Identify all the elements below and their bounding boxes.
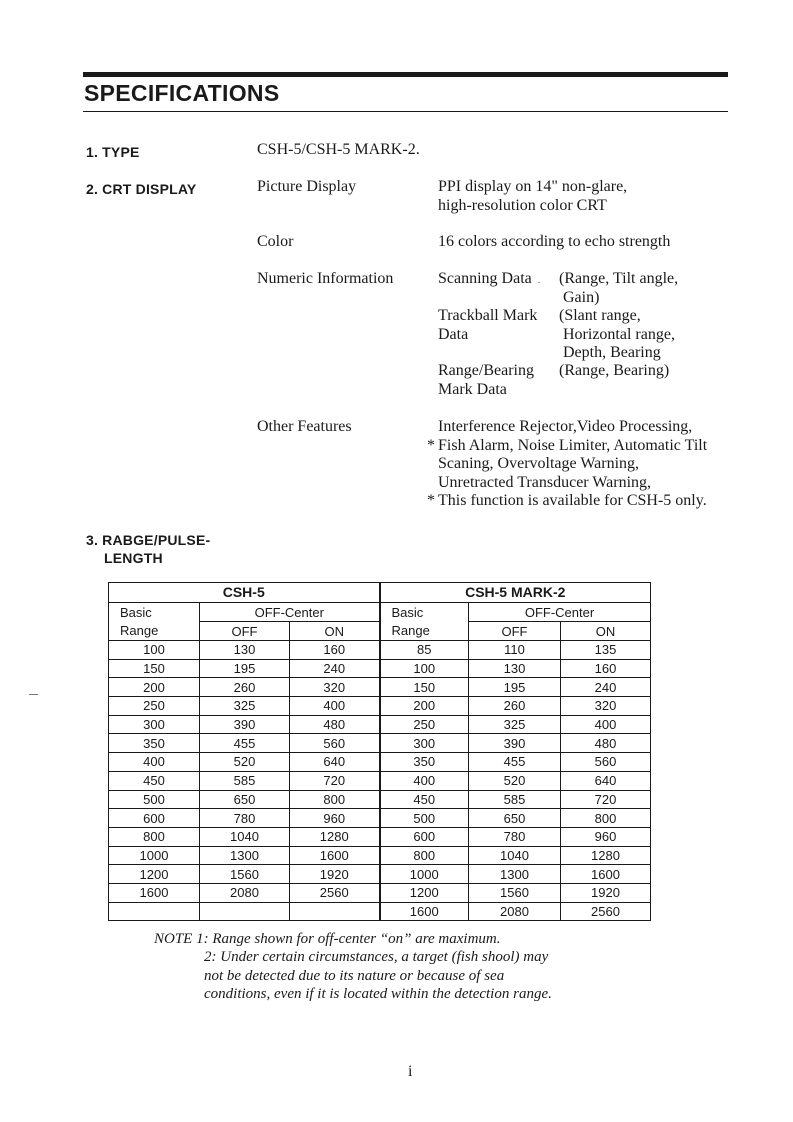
table-cell: 135 <box>561 641 651 660</box>
table-cell: 1280 <box>290 827 380 846</box>
table-cell: 720 <box>290 771 380 790</box>
table-cell: 480 <box>290 715 380 734</box>
table-cell: 720 <box>561 790 651 809</box>
table-cell: 640 <box>561 771 651 790</box>
on-header-right: ON <box>561 622 651 641</box>
table-cell: 800 <box>109 827 200 846</box>
table-row <box>109 734 651 753</box>
table-cell: 585 <box>469 790 561 809</box>
table-cell: 480 <box>561 734 651 753</box>
table-cell: 600 <box>380 827 469 846</box>
section-type-heading: 1. TYPE <box>86 144 140 160</box>
table-cell: 520 <box>469 771 561 790</box>
table-cell: 110 <box>469 641 561 660</box>
table-cell <box>200 902 290 921</box>
table-cell <box>290 902 380 921</box>
table-row <box>109 902 651 921</box>
table-cell: 100 <box>109 641 200 660</box>
table-cell: 455 <box>200 734 290 753</box>
table-cell: 195 <box>469 678 561 697</box>
color-value: 16 colors according to echo strength <box>438 233 671 250</box>
table-cell: 2080 <box>200 883 290 902</box>
table-cell: 300 <box>380 734 469 753</box>
note-2: 2: Under certain circumstances, a target (fish shool) may not be detected due to its nature or because of sea conditions, even if it is located within the detection range. <box>204 949 552 1002</box>
table-cell: 1200 <box>380 883 469 902</box>
table-cell: 450 <box>380 790 469 809</box>
table-cell: 130 <box>200 641 290 660</box>
table-cell: 500 <box>109 790 200 809</box>
table-cell: 800 <box>290 790 380 809</box>
table-cell: 520 <box>200 753 290 772</box>
table-cell: 200 <box>380 697 469 716</box>
table-cell: 400 <box>380 771 469 790</box>
table-cell: 350 <box>380 753 469 772</box>
table-row <box>109 659 651 678</box>
table-cell: 130 <box>469 659 561 678</box>
table-cell: 455 <box>469 753 561 772</box>
table-cell: 160 <box>290 641 380 660</box>
table-cell: 1560 <box>200 865 290 884</box>
table-cell: 300 <box>109 715 200 734</box>
page-title: SPECIFICATIONS <box>84 80 280 106</box>
table-cell: 1040 <box>469 846 561 865</box>
table-cell: 1600 <box>290 846 380 865</box>
table-cell: 1280 <box>561 846 651 865</box>
table-cell: 1200 <box>109 865 200 884</box>
basic-range-header-left: Basic <box>109 603 200 622</box>
table-cell: 390 <box>469 734 561 753</box>
section-crt-heading: 2. CRT DISPLAY <box>86 181 197 197</box>
table-cell: 250 <box>380 715 469 734</box>
table-cell: 585 <box>200 771 290 790</box>
trackball-value: (Slant range, Horizontal range, Depth, Bearing <box>559 307 675 361</box>
other-features-label: Other Features <box>257 418 352 435</box>
range-subheader-left: Range <box>109 622 200 641</box>
other-features-value: Interference Rejector,Video Processing, Fish Alarm, Noise Limiter, Automatic Tilt Scaning, Overvoltage Warning, Unretracted Transducer Warning, This function is available for CSH-5 only. <box>438 418 708 509</box>
table-cell: 780 <box>200 809 290 828</box>
table-cell: 100 <box>380 659 469 678</box>
table-cell: 640 <box>290 753 380 772</box>
page-number: i <box>408 1063 413 1080</box>
table-cell: 1920 <box>290 865 380 884</box>
table-cell: 2560 <box>561 902 651 921</box>
table-cell: 240 <box>290 659 380 678</box>
table-cell: 200 <box>109 678 200 697</box>
scanning-data-label: Scanning Data . <box>438 270 541 287</box>
type-value: CSH-5/CSH-5 MARK-2. <box>257 141 420 158</box>
table-cell: 780 <box>469 827 561 846</box>
table-cell: 1560 <box>469 883 561 902</box>
table-cell: 450 <box>109 771 200 790</box>
basic-range-header-right: Basic <box>380 603 469 622</box>
table-cell: 1600 <box>561 865 651 884</box>
table-cell: 400 <box>290 697 380 716</box>
table-cell: 250 <box>109 697 200 716</box>
asterisk-note: * <box>427 492 435 509</box>
table-row <box>109 715 651 734</box>
table-cell: 1300 <box>200 846 290 865</box>
table-cell: 2560 <box>290 883 380 902</box>
table-cell: 160 <box>561 659 651 678</box>
offcenter-header-left: OFF-Center <box>200 603 380 622</box>
table-row <box>109 678 651 697</box>
table-row <box>109 883 651 902</box>
trackball-label: Trackball Mark Data <box>438 307 538 343</box>
table-cell: 500 <box>380 809 469 828</box>
margin-mark <box>29 694 38 695</box>
table-cell: 320 <box>290 678 380 697</box>
table-cell: 560 <box>290 734 380 753</box>
header-rule-thin <box>83 111 728 112</box>
table-cell: 1040 <box>200 827 290 846</box>
picture-display-label: Picture Display <box>257 178 357 195</box>
table-cell: 260 <box>469 697 561 716</box>
table-cell: 1600 <box>109 883 200 902</box>
table-cell: 1300 <box>469 865 561 884</box>
table-title-csh5: CSH-5 <box>109 583 380 603</box>
table-cell: 1000 <box>109 846 200 865</box>
table-cell: 400 <box>109 753 200 772</box>
table-row <box>109 697 651 716</box>
table-cell: 390 <box>200 715 290 734</box>
scan-dot: . <box>537 275 541 286</box>
table-cell: 195 <box>200 659 290 678</box>
table-cell: 960 <box>561 827 651 846</box>
table-cell: 150 <box>109 659 200 678</box>
table-cell: 325 <box>200 697 290 716</box>
table-row <box>109 771 651 790</box>
table-cell: 800 <box>380 846 469 865</box>
table-cell: 260 <box>200 678 290 697</box>
header-rule-thick <box>83 72 728 77</box>
table-cell: 600 <box>109 809 200 828</box>
table-title-mark2: CSH-5 MARK-2 <box>380 583 651 603</box>
table-cell: 1920 <box>561 883 651 902</box>
table-cell: 960 <box>290 809 380 828</box>
table-cell: 320 <box>561 697 651 716</box>
table-cell: 350 <box>109 734 200 753</box>
table-row <box>109 846 651 865</box>
note-1: NOTE 1: Range shown for off-center “on” are maximum. <box>154 931 501 947</box>
color-label: Color <box>257 233 294 250</box>
off-header-right: OFF <box>469 622 561 641</box>
table-cell: 2080 <box>469 902 561 921</box>
offcenter-header-right: OFF-Center <box>469 603 651 622</box>
table-row <box>109 790 651 809</box>
table-cell: 560 <box>561 753 651 772</box>
scanning-data-value: (Range, Tilt angle, Gain) <box>559 270 679 306</box>
section-range-heading: 3. RABGE/PULSE- LENGTH <box>86 532 211 566</box>
table-row <box>109 753 651 772</box>
table-row <box>109 641 651 660</box>
range-table <box>108 582 651 921</box>
table-cell: 1000 <box>380 865 469 884</box>
table-cell: 650 <box>469 809 561 828</box>
asterisk-fish-alarm: * <box>427 436 435 454</box>
table-cell: 800 <box>561 809 651 828</box>
table-row <box>109 827 651 846</box>
range-bearing-value: (Range, Bearing) <box>559 362 670 379</box>
table-cell: 240 <box>561 678 651 697</box>
table-cell: 325 <box>469 715 561 734</box>
table-row <box>109 809 651 828</box>
table-cell: 150 <box>380 678 469 697</box>
on-header-left: ON <box>290 622 380 641</box>
table-row <box>109 865 651 884</box>
table-cell: 1600 <box>380 902 469 921</box>
numeric-info-label: Numeric Information <box>257 270 394 287</box>
range-subheader-right: Range <box>380 622 469 641</box>
off-header-left: OFF <box>200 622 290 641</box>
table-cell <box>109 902 200 921</box>
table-cell: 85 <box>380 641 469 660</box>
picture-display-value: PPI display on 14" non-glare, high-resolution color CRT <box>438 178 628 214</box>
range-bearing-label: Range/Bearing Mark Data <box>438 362 534 398</box>
table-cell: 400 <box>561 715 651 734</box>
table-cell: 650 <box>200 790 290 809</box>
